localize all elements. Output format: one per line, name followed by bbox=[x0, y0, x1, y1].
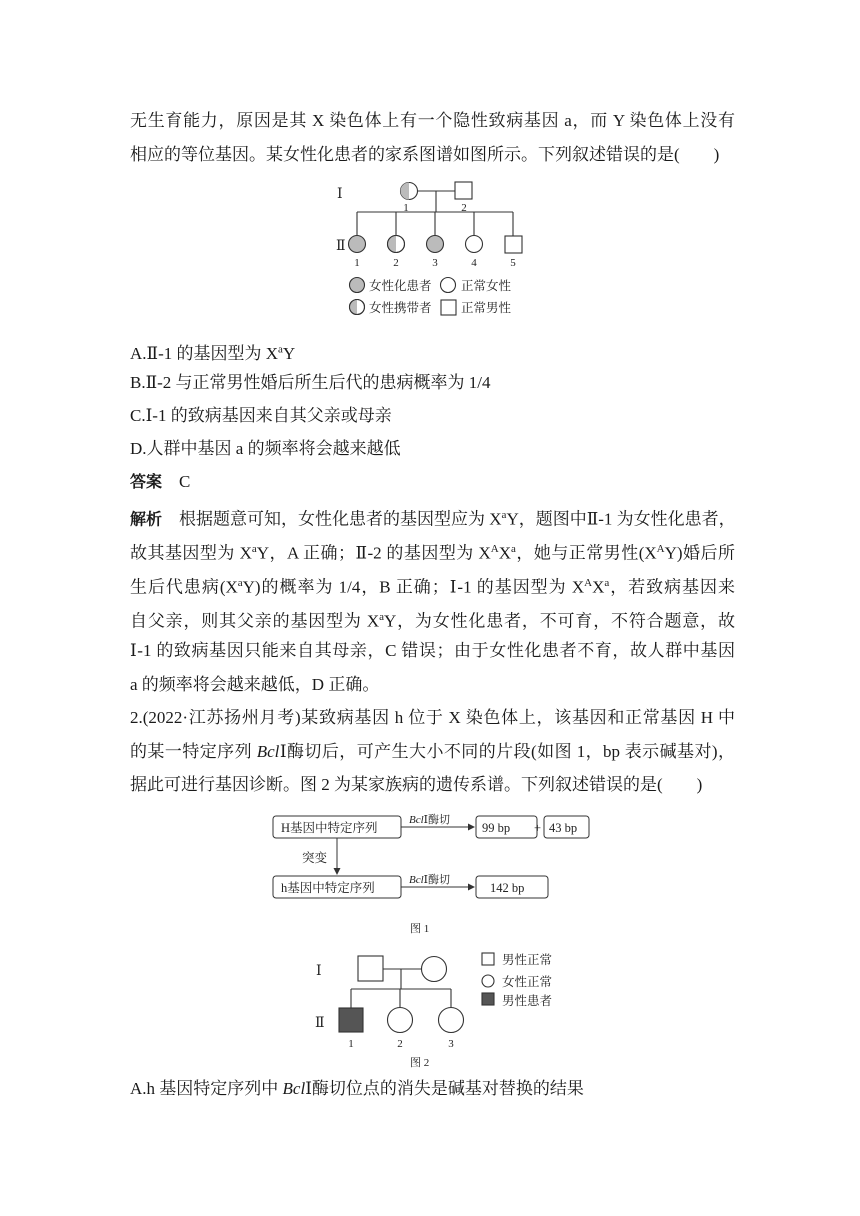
pedigree-ii5-normal-male bbox=[505, 236, 522, 253]
q1-option-a-text: A.Ⅱ-1 的基因型为 $X^aY$ bbox=[130, 343, 296, 363]
h-mutant-gene-label: h基因中特定序列 bbox=[281, 881, 375, 895]
plus-sign: + bbox=[534, 821, 542, 835]
pedigree-ii3-patient bbox=[427, 236, 444, 253]
pedigree-label-ii5: 5 bbox=[510, 257, 516, 269]
q1-option-b: B.Ⅱ-2 与正常男性婚后所生后代的患病概率为 1/4 bbox=[130, 373, 491, 392]
pedigree-label-ii4: 4 bbox=[471, 257, 477, 269]
fragment-43-label: 43 bp bbox=[549, 821, 578, 835]
fig2-label-1: 1 bbox=[348, 1038, 354, 1050]
pedigree-label-ii1: 1 bbox=[354, 257, 360, 269]
pedigree-label-i2: 2 bbox=[461, 202, 467, 214]
pedigree-ii4-normal-female bbox=[466, 236, 483, 253]
fig2-i2-female bbox=[422, 957, 447, 982]
pedigree-label-ii3: 3 bbox=[432, 257, 438, 269]
q1-answer bbox=[130, 470, 735, 494]
fig2-gen-i: Ⅰ bbox=[316, 964, 322, 979]
fig2-ii1-patient bbox=[339, 1008, 363, 1032]
q1-option-a bbox=[130, 337, 735, 366]
fig2-label-2: 2 bbox=[397, 1038, 403, 1050]
q2-stem-line-3: 据此可进行基因诊断。图 2 为某家族病的遗传系谱。下列叙述错误的是( ) bbox=[130, 775, 703, 794]
pedigree-figure bbox=[330, 175, 540, 320]
mutation-label: 突变 bbox=[302, 851, 328, 865]
legend-male-normal: 男性正常 bbox=[502, 953, 553, 967]
pedigree-i2-normal-male bbox=[455, 182, 472, 199]
intro-line-2: 相应的等位基因。某女性化患者的家系图谱如图所示。下列叙述错误的是( ) bbox=[130, 145, 720, 164]
q2-stem-line-2: 的某一特定序列 BclⅠ酶切后，可产生大小不同的片段(如图 1，bp 表示碱基对)， bbox=[130, 742, 736, 761]
legend-carrier-female: 女性携带者 bbox=[369, 301, 432, 315]
analysis-line-4: 自父亲，则其父亲的基因型为 $X^aY$，为女性化患者，不可育，不符合题意，故 bbox=[130, 611, 735, 631]
analysis-line-1: 解析 根据题意可知，女性化患者的基因型应为 $X^aY$，题图中Ⅱ-1 为女性化患者， bbox=[130, 509, 736, 529]
legend-male-normal-symbol bbox=[482, 953, 494, 965]
pedigree-gen-ii: Ⅱ bbox=[336, 239, 346, 254]
q2-option-a: A.h 基因特定序列中 BclⅠ酶切位点的消失是碱基对替换的结果 bbox=[130, 1079, 584, 1098]
enzyme-label-1: BclⅠ酶切 bbox=[409, 814, 451, 826]
pedigree-label-ii2: 2 bbox=[393, 257, 399, 269]
analysis-line-6: a 的频率将会越来越低，D 正确。 bbox=[130, 675, 380, 694]
figure-2-caption: 图 2 bbox=[410, 1057, 430, 1069]
fig2-gen-ii: Ⅱ bbox=[315, 1016, 325, 1031]
fig2-i1-male bbox=[358, 956, 383, 981]
fragment-142-label: 142 bp bbox=[490, 881, 525, 895]
analysis-label: 解析 bbox=[130, 509, 163, 529]
pedigree-ii1-patient bbox=[349, 236, 366, 253]
fragment-99-label: 99 bp bbox=[482, 821, 511, 835]
pedigree-gen-i: Ⅰ bbox=[337, 187, 343, 202]
pedigree-label-i1: 1 bbox=[403, 202, 409, 214]
legend-male-patient-symbol bbox=[482, 993, 494, 1005]
fig2-ii2-female bbox=[388, 1008, 413, 1033]
h-gene-label: H基因中特定序列 bbox=[281, 821, 378, 835]
fig2-label-3: 3 bbox=[448, 1038, 454, 1050]
answer-value: C bbox=[179, 472, 191, 491]
answer-label: 答案 bbox=[130, 472, 163, 491]
legend-female-normal: 女性正常 bbox=[502, 975, 553, 989]
figure-1-caption: 图 1 bbox=[410, 923, 430, 935]
figure-1-enzyme-diagram bbox=[270, 810, 600, 935]
legend-normal-female: 正常女性 bbox=[461, 279, 512, 293]
intro-line-1: 无生育能力，原因是其 X 染色体上有一个隐性致病基因 a，而 Y 染色体上没有 bbox=[130, 111, 735, 130]
q1-option-d: D.人群中基因 a 的频率将会越来越低 bbox=[130, 439, 401, 458]
legend-male-patient: 男性患者 bbox=[502, 994, 553, 1008]
analysis-line-2: 故其基因型为 $X^aY$，A 正确；Ⅱ-2 的基因型为 $X^AX^a$，她与正常男性$(X^AY)$婚后所 bbox=[130, 543, 735, 563]
legend-normal-male: 正常男性 bbox=[461, 301, 512, 315]
analysis-line-5: Ⅰ-1 的致病基因只能来自其母亲，C 错误；由于女性化患者不育，故人群中基因 bbox=[130, 641, 735, 660]
q2-stem-line-1: 2.(2022·江苏扬州月考)某致病基因 h 位于 X 染色体上，该基因和正常基因 H 中 bbox=[130, 708, 735, 727]
enzyme-label-2: BclⅠ酶切 bbox=[409, 874, 451, 886]
analysis-line-3: 生后代患病$(X^aY)$的概率为 1/4，B 正确；Ⅰ-1 的基因型为 $X^AX^a$，若致病基因来 bbox=[130, 577, 735, 597]
legend-patient-female: 女性化患者 bbox=[369, 279, 432, 293]
q1-option-c: C.Ⅰ-1 的致病基因来自其父亲或母亲 bbox=[130, 406, 392, 425]
figure-2-pedigree bbox=[310, 948, 570, 1070]
fig2-ii3-female bbox=[439, 1008, 464, 1033]
